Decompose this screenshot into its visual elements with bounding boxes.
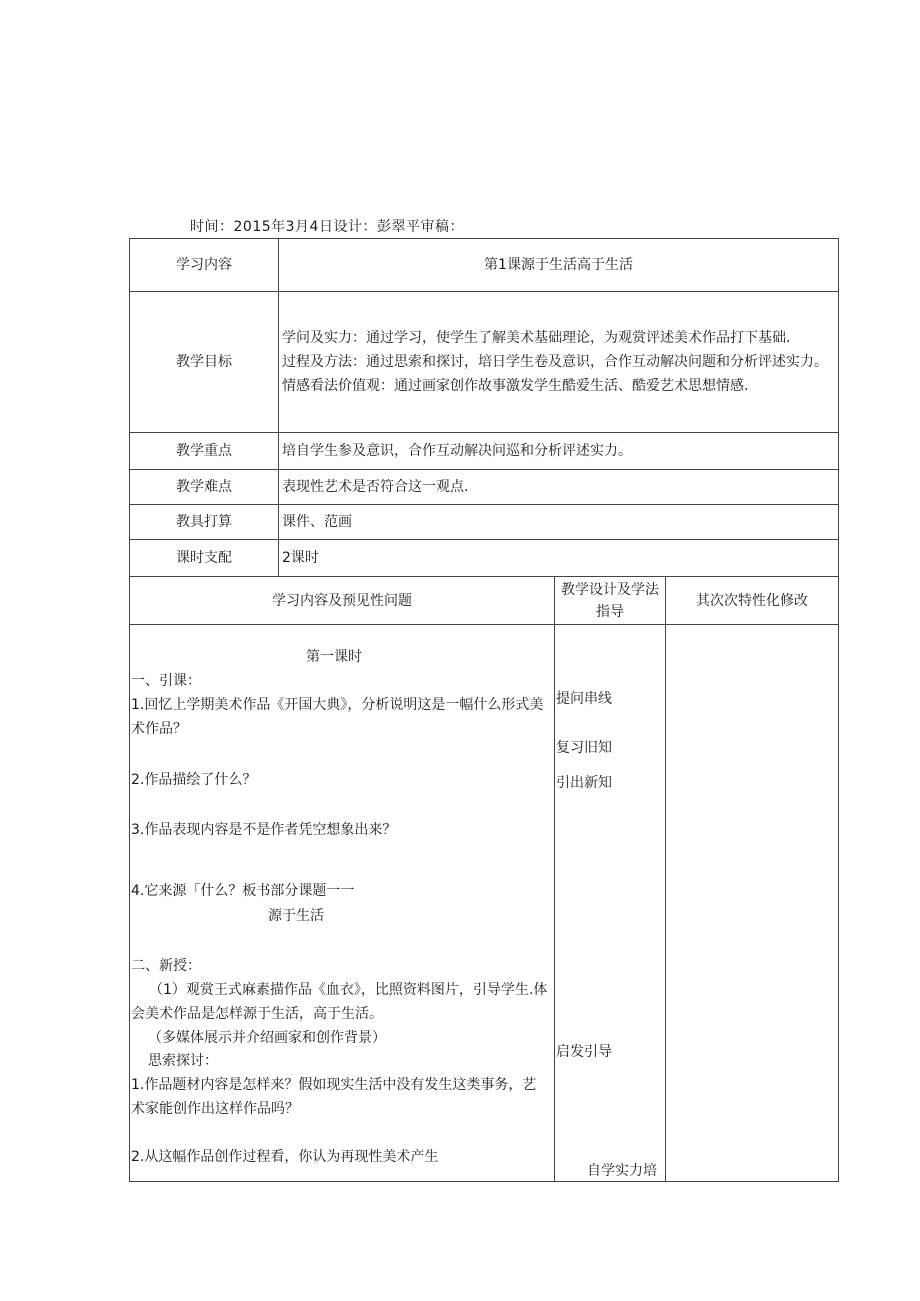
hours-value: 2课时 (279, 540, 839, 577)
part2-heading: 二、新授： (131, 958, 201, 974)
goal-label: 教学目标 (130, 292, 279, 433)
guidance-5: 自学实力培 (587, 1163, 657, 1179)
row-lesson-body (130, 625, 839, 1182)
discussion-question-1: 1.作品题材内容是怎样来？假如现实生活中没有发生这类事务，艺术家能创作出这样作品吗？ (131, 1077, 537, 1117)
question-3: 3.作品表现内容是不是作者凭空想象出来？ (131, 822, 397, 838)
key-label: 教学重点 (130, 433, 279, 470)
row-goals (130, 292, 839, 433)
discussion-heading: 思索探讨： (148, 1053, 218, 1069)
row-content (130, 239, 839, 292)
column-header-guidance: 教学设计及学法指导 (555, 577, 666, 625)
row-key (130, 433, 839, 470)
row-tools (130, 505, 839, 540)
content-label: 学习内容 (130, 239, 279, 292)
key-value: 培自学生参及意识，合作互动解决问巡和分析评述实力。 (279, 433, 839, 470)
goal-attitude: 情感看法价值观：通过画家创作故事激发学生酷爱生活、酷爱艺术思想情感. (282, 378, 749, 394)
goal-process: 过程及方法：通过思索和探讨，培日学生卷及意识，合作互动解决问题和分析评述实力。 (282, 354, 828, 370)
content-value: 第1课源于生活高于生活 (279, 239, 839, 292)
tools-value: 课件、范画 (279, 505, 839, 540)
difficult-label: 教学难点 (130, 470, 279, 505)
column-header-content: 学习内容及预见性问题 (130, 577, 555, 625)
part1-heading: 一、引课： (131, 673, 201, 689)
document-header: 时间：2015年3月4日设计：彭翠平审稿： (190, 219, 464, 235)
multimedia-note: （多媒体展示并介绍画家和创作背景） (148, 1030, 386, 1046)
question-4-line1: 4.它来源「什么？板书部分课题一一 (131, 883, 355, 899)
goal-content (279, 292, 839, 433)
column-header-revision: 其次次特性化修改 (666, 577, 839, 625)
guidance-2: 复习旧知 (556, 740, 612, 756)
guidance-3: 引出新知 (556, 775, 612, 791)
row-difficult (130, 470, 839, 505)
row-hours (130, 540, 839, 577)
question-1: 1.回忆上学期美术作品《开国大典》，分析说明这是一幅什么形式美术作品？ (131, 697, 544, 737)
goal-knowledge: 学问及实力：通过学习，使学生了解美术基础理论，为观赏评述美术作品打下基础. (282, 330, 791, 346)
guidance-cell (555, 625, 666, 1182)
guidance-1: 提问串线 (556, 691, 612, 707)
lesson-content-cell (130, 625, 555, 1182)
guidance-4: 启发引导 (556, 1044, 612, 1060)
question-4-line2: 源于生活 (268, 908, 324, 924)
hours-label: 课时支配 (130, 540, 279, 577)
session-title: 第一课时 (306, 649, 362, 665)
lesson-plan-table (129, 238, 839, 1182)
discussion-question-2: 2.从这幅作品创作过程看，你认为再现性美术产生 (131, 1149, 439, 1165)
row-column-headers (130, 577, 839, 625)
new-lesson-paragraph: （1）观赏王式麻素描作品《血衣》，比照资料图片，引导学生.体会美术作品是怎样源于生活，高于生活。 (131, 982, 548, 1022)
revision-cell (666, 625, 839, 1182)
difficult-value: 表现性艺术是否符合这一观点. (279, 470, 839, 505)
tools-label: 教具打算 (130, 505, 279, 540)
question-2: 2.作品描绘了什么？ (131, 772, 257, 788)
